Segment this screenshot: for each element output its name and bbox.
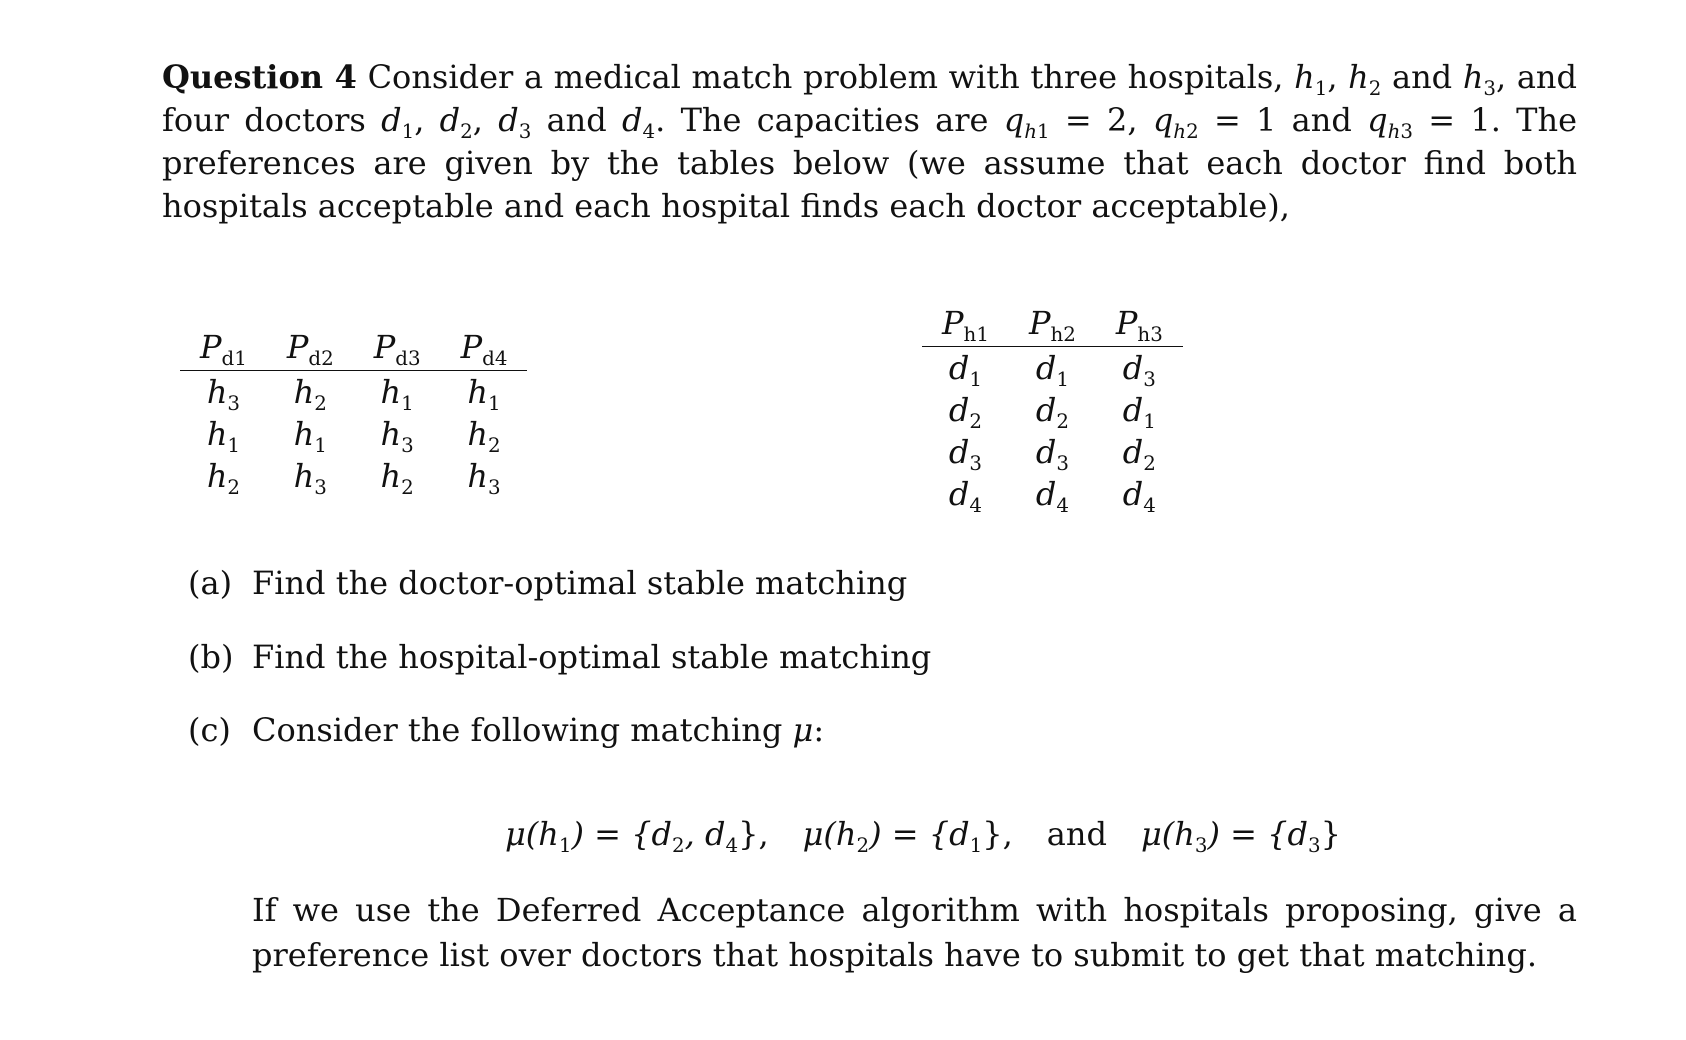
hospital-table-row	[922, 473, 1183, 515]
part-b-text: Find the hospital-optimal stable matching	[252, 638, 932, 676]
doctor-table-row	[180, 413, 527, 455]
table-cell: $h_1$	[380, 373, 414, 415]
part-b-label: (b)	[188, 638, 234, 676]
question-label: Question 4	[162, 58, 357, 96]
part-c-text: Consider the following matching	[252, 711, 793, 749]
doctor-header-3: $P_{d3}$	[354, 326, 441, 371]
math-d3: $d_3$	[498, 101, 532, 143]
hospital-table-row	[922, 431, 1183, 473]
table-cell: $h_2$	[293, 373, 327, 415]
doctor-header-1: $P_{d1}$	[180, 326, 267, 371]
part-b	[188, 637, 931, 677]
math-d2: $d_2$	[439, 101, 473, 143]
table-cell: $d_3$	[948, 433, 983, 475]
hospital-header-2: $P_{h2}$	[1009, 302, 1096, 347]
hospital-table-row	[922, 389, 1183, 431]
table-cell: $h_1$	[293, 415, 327, 457]
matching-and: and	[1046, 815, 1107, 853]
table-cell: $h_2$	[380, 457, 414, 499]
math-q-h1: $q_{h1}$	[1003, 101, 1050, 143]
hospital-header-3: $P_{h3}$	[1096, 302, 1183, 347]
table-cell: $d_1$	[1122, 391, 1156, 433]
question-rest: The preferences are given by the tables below (we assume that each doctor find both hospitals acceptable and each hospital finds each doctor acceptable),	[162, 101, 1578, 225]
table-cell: $d_1$	[1035, 349, 1069, 391]
followup-paragraph: If we use the Deferred Acceptance algorithm with hospitals proposing, give a preference list over doctors that hospitals have to submit to get that matching.	[252, 891, 1577, 974]
table-cell: $d_3$	[1035, 433, 1069, 475]
table-cell: $d_4$	[1122, 475, 1156, 517]
math-h1: $h_1$	[1294, 58, 1328, 100]
hospital-table-row	[922, 347, 1183, 390]
table-cell: $h_3$	[206, 373, 241, 415]
part-a	[188, 563, 907, 603]
table-cell: $d_3$	[1122, 349, 1156, 391]
table-cell: $d_1$	[948, 349, 983, 391]
table-cell: $h_2$	[206, 457, 241, 499]
math-h3: $h_3$	[1462, 58, 1497, 100]
part-a-label: (a)	[188, 564, 233, 602]
part-c: (c) Consider the following matching μ:	[188, 711, 825, 749]
math-q-h2: $q_{h2}$	[1152, 101, 1199, 143]
math-q-h3: $q_{h3}$	[1367, 101, 1414, 143]
table-cell: $d_2$	[1035, 391, 1069, 433]
table-cell: $h_3$	[380, 415, 414, 457]
hospital-preference-table	[922, 302, 1183, 515]
doctor-header-4: $P_{d4}$	[441, 326, 528, 371]
table-cell: $h_3$	[293, 457, 327, 499]
math-h2: $h_2$	[1348, 58, 1382, 100]
part-a-text: Find the doctor-optimal stable matching	[252, 564, 908, 602]
doctor-preference-table	[180, 326, 527, 497]
table-cell: $d_2$	[1122, 433, 1156, 475]
table-cell: $h_1$	[206, 415, 241, 457]
hospital-header-1: $P_{h1}$	[922, 302, 1009, 347]
table-cell: $h_3$	[467, 457, 501, 499]
table-cell: $d_4$	[948, 475, 983, 517]
table-cell: $h_1$	[467, 373, 501, 415]
math-mu: μ	[792, 711, 814, 749]
table-cell: $d_2$	[948, 391, 983, 433]
doctor-header-2: $P_{d2}$	[267, 326, 354, 371]
table-cell: $d_4$	[1035, 475, 1069, 517]
doctor-table-row	[180, 455, 527, 497]
table-cell: $h_2$	[467, 415, 501, 457]
math-d1: $d_1$	[381, 101, 415, 143]
question-paragraph: Question 4 Consider a medical match problem with three hospitals, $h_1$, $h_2$ and $h_3$, and four doctors $d_1$, $d_2$, $d_3$ and $d_4$. The capacities are $q_{h1} = 2$, $q_{h2} = 1$ and $q_{h3} = 1$. The preferences are given by the tables below (we assume that each doctor find both hospitals acceptable and each hospital finds each doctor acceptable),	[162, 58, 1578, 225]
part-c-label: (c)	[188, 711, 231, 749]
math-d4: $d_4$	[622, 101, 656, 143]
matching-equation: $\mu(h_1) = \{d_2$, $d_4$}, $\mu(h_2) = \{d_1\}$, and $\mu(h_3) = \{d_3\}$	[505, 815, 1341, 857]
doctor-table-row	[180, 371, 527, 414]
question-text: Consider a medical match problem with three hospitals,	[356, 58, 1295, 96]
